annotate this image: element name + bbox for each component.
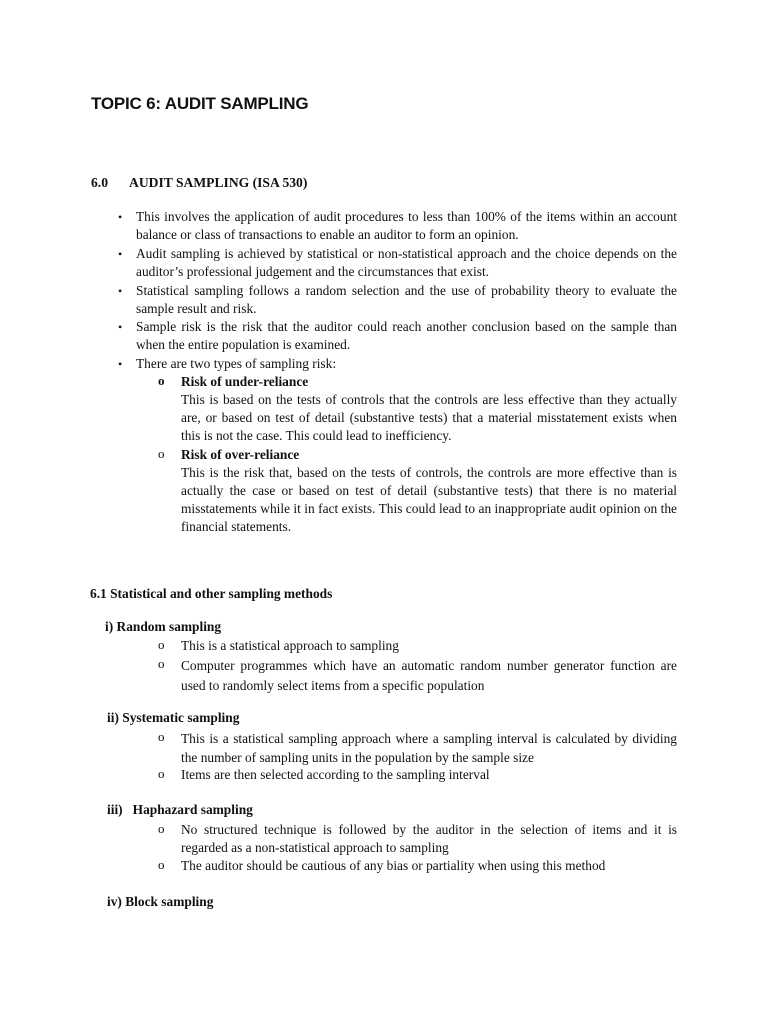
sub-bullet-marker: o xyxy=(158,656,165,671)
section-number: 6.0 xyxy=(91,175,108,190)
method-point: The auditor should be cautious of any bias or partiality when using this method xyxy=(181,858,606,873)
bullet-marker: • xyxy=(118,357,123,371)
method-heading: iv) Block sampling xyxy=(107,894,214,909)
method-heading: i) Random sampling xyxy=(105,619,222,634)
bullet-item: Audit sampling is achieved by statistical or non-statistical approach and the choice depends on the auditor’s professional judgement and the circumstances that exist. xyxy=(136,246,677,279)
sub-bullet-marker: o xyxy=(158,373,165,388)
sub-bullet-marker: o xyxy=(158,446,165,461)
method-point: No structured technique is followed by the auditor in the selection of items and it is regarded as a non-statistical approach to sampling xyxy=(181,822,677,855)
section-title: AUDIT SAMPLING (ISA 530) xyxy=(129,175,308,190)
bullet-item: There are two types of sampling risk: xyxy=(136,356,337,371)
bullet-marker: • xyxy=(118,247,123,261)
sub-bullet-marker: o xyxy=(158,637,165,652)
bullet-marker: • xyxy=(118,320,123,334)
method-point: Items are then selected according to the sampling interval xyxy=(181,767,490,782)
risk-text: This is the risk that, based on the tests of controls, the controls are more effective than is actually the case or based on test of detail (substantive tests) that there is no material misstatements while it in fact exists. This could lead to an inappropriate audit opinion on the financial statements. xyxy=(181,465,677,534)
sub-bullet-marker: o xyxy=(158,857,165,872)
method-point: This is a statistical approach to sampling xyxy=(181,638,399,653)
bullet-item: Sample risk is the risk that the auditor could reach another conclusion based on the sample than when the entire population is examined. xyxy=(136,319,677,352)
section-6-1-heading: 6.1 Statistical and other sampling methods xyxy=(90,586,333,601)
risk-title: Risk of over-reliance xyxy=(181,447,300,462)
method-point: Computer programmes which have an automatic random number generator function are used to randomly select items from a specific population xyxy=(181,658,677,693)
risk-text: This is based on the tests of controls that the controls are less effective than they actually are, or based on test of detail (substantive tests) that a material misstatement exists when this is not the case. This could lead to inefficiency. xyxy=(181,392,677,443)
bullet-item: Statistical sampling follows a random selection and the use of probability theory to evaluate the sample result and risk. xyxy=(136,283,677,316)
risk-item xyxy=(181,446,677,536)
topic-title: TOPIC 6: AUDIT SAMPLING xyxy=(91,94,309,113)
bullet-marker: • xyxy=(118,284,123,298)
method-heading: iii) Haphazard sampling xyxy=(107,802,253,817)
bullet-marker: • xyxy=(118,210,123,224)
section-6-0-heading xyxy=(91,175,307,191)
method-heading: ii) Systematic sampling xyxy=(107,710,240,725)
sub-bullet-marker: o xyxy=(158,729,165,744)
method-point: This is a statistical sampling approach where a sampling interval is calculated by dividing the number of sampling units in the population by the sample size xyxy=(181,731,677,765)
sub-bullet-marker: o xyxy=(158,821,165,836)
sub-bullet-marker: o xyxy=(158,766,165,781)
bullet-item: This involves the application of audit procedures to less than 100% of the items within an account balance or class of transactions to enable an auditor to form an opinion. xyxy=(136,209,677,242)
risk-title: Risk of under-reliance xyxy=(181,374,309,389)
risk-item xyxy=(181,373,677,445)
